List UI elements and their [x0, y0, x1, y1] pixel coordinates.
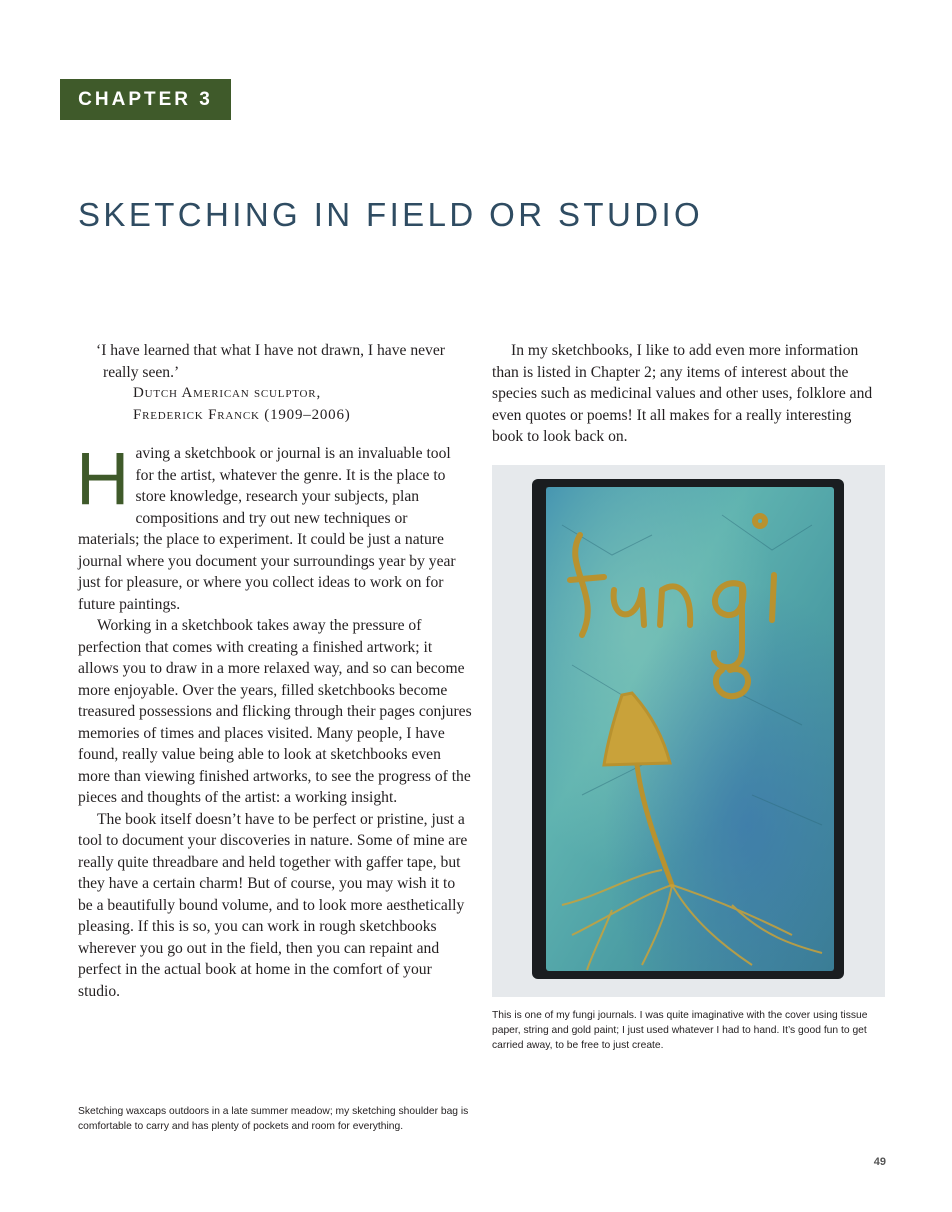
fungi-journal-cover-icon: [492, 465, 885, 997]
page-number: 49: [873, 1156, 886, 1168]
epigraph-quote: [78, 340, 472, 426]
photo-caption: This is one of my fungi journals. I was quite imaginative with the cover using tissue paper, string and gold paint; I just used whatever I had to hand. It’s good fun to get carried away, to be free to just create.: [492, 1010, 868, 1051]
fungi-journal-photo: [492, 465, 885, 997]
quote-attribution-name: Frederick Franck (1909–2006): [133, 406, 351, 423]
drop-cap: H: [76, 437, 130, 520]
right-column: [492, 340, 885, 448]
left-column: [78, 340, 472, 1002]
chapter-title: SKETCHING IN FIELD OR STUDIO: [78, 196, 704, 233]
quote-attribution-role: Dutch American sculptor,: [133, 385, 321, 401]
paragraph-1: [76, 437, 472, 615]
chapter-label: CHAPTER 3: [60, 79, 231, 120]
paragraph-3: The book itself doesn’t have to be perfect or pristine, just a tool to document your discoveries in nature. Some of mine are really quite threadbare and held together with gaffer tape, but they have a certain charm! But of course, you may wish it to be a beautifully bound volume, and to look more aesthetically pleasing. If this is so, you can work in rough sketchbooks wherever you go out in the field, then you can repaint and perfect in the actual book at home in the comfort of your studio.: [78, 810, 468, 1000]
quote-text: ‘I have learned that what I have not drawn, I have never really seen.’: [96, 342, 445, 381]
paragraph-1-text: aving a sketchbook or journal is an invaluable tool for the artist, whatever the genre. It is the place to store knowledge, research your subjects, plan compositions and try out new techniques or materials; the place to experiment. It could be just a nature journal where you document your surroundings year by year just for pleasure, or where you collect ideas to work on for future paintings.: [78, 445, 456, 613]
right-body-text: [492, 340, 885, 448]
left-body-text: [76, 437, 472, 1002]
sketching-caption: Sketching waxcaps outdoors in a late summer meadow; my sketching shoulder bag is comfortable to carry and has plenty of pockets and room for everything.: [78, 1106, 469, 1132]
right-paragraph-1: In my sketchbooks, I like to add even more information than is listed in Chapter 2; any items of interest about the species such as medicinal values and other uses, folklore and even quotes or poems! It all makes for a really interesting book to look back on.: [492, 342, 873, 445]
paragraph-2: Working in a sketchbook takes away the pressure of perfection that comes with creating a finished artwork; it allows you to draw in a more relaxed way, and so can become more enjoyable. Over the years, filled sketchbooks become treasured possessions and flicking through their pages conjures memories of times and places visited. Many people, I have found, really value being able to look at sketchbooks even more than viewing finished artworks, to see the progress of the pieces and thoughts of the artist: a working insight.: [78, 617, 472, 806]
